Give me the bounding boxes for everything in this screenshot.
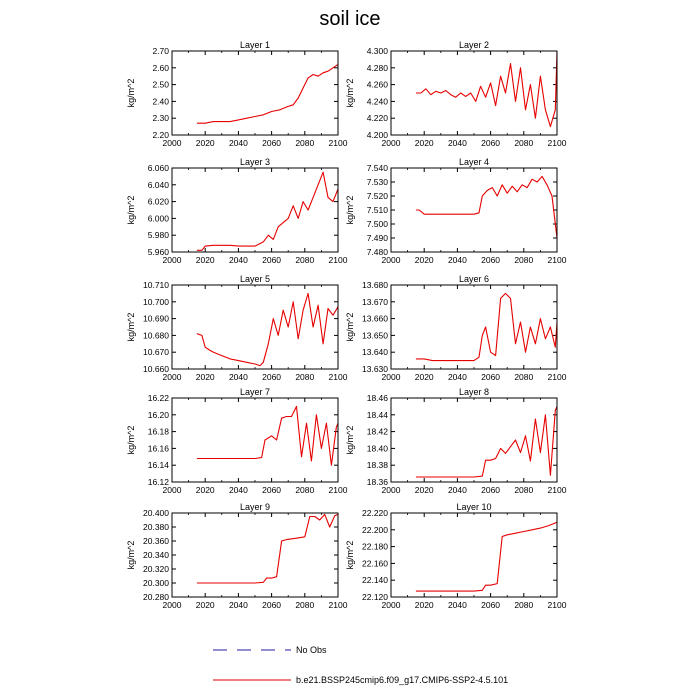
panel-10 (345, 502, 567, 610)
x-tick-label: 2040 (447, 372, 467, 382)
y-tick-label: 7.540 (366, 163, 388, 173)
x-tick-label: 2000 (162, 255, 182, 265)
series-line-1 (416, 522, 557, 591)
x-tick-label: 2080 (514, 138, 534, 148)
legend-label-1: No Obs (296, 645, 327, 655)
y-tick-label: 18.40 (366, 443, 388, 454)
series-line-1 (416, 176, 557, 238)
y-tick-label: 22.200 (362, 524, 388, 535)
x-tick-label: 2000 (381, 485, 401, 495)
y-axis-label: kg/m^2 (345, 78, 355, 108)
x-tick-label: 2000 (381, 372, 401, 382)
x-tick-label: 2020 (414, 138, 434, 148)
y-tick-label: 10.670 (143, 347, 169, 358)
plot-frame (172, 398, 338, 482)
y-tick-label: 16.22 (147, 393, 169, 403)
y-tick-label: 22.160 (362, 558, 388, 569)
y-tick-label: 7.510 (366, 205, 388, 215)
y-tick-label: 10.680 (143, 330, 169, 341)
y-tick-label: 10.710 (143, 280, 169, 290)
x-tick-label: 2020 (414, 600, 434, 610)
y-tick-label: 7.490 (366, 233, 388, 243)
panel-title: Layer 8 (458, 387, 490, 397)
x-tick-label: 2060 (481, 255, 501, 265)
x-tick-label: 2100 (328, 372, 348, 382)
y-axis-label: kg/m^2 (345, 425, 355, 455)
y-tick-label: 20.280 (143, 592, 169, 602)
y-tick-label: 20.300 (143, 578, 169, 588)
y-tick-label: 20.380 (143, 522, 169, 532)
series-line-1 (416, 406, 557, 477)
y-tick-label: 6.000 (147, 213, 169, 224)
panel-title: Layer 3 (239, 157, 271, 167)
x-tick-label: 2040 (447, 485, 467, 495)
x-tick-label: 2100 (328, 600, 348, 610)
y-tick-label: 7.520 (366, 191, 388, 201)
y-tick-label: 16.14 (147, 460, 169, 471)
y-tick-label: 4.260 (366, 79, 388, 90)
x-tick-label: 2020 (414, 372, 434, 382)
panel-5 (126, 274, 348, 382)
y-tick-label: 18.44 (366, 409, 388, 420)
y-tick-label: 22.140 (362, 575, 388, 586)
y-tick-label: 2.40 (152, 96, 169, 107)
y-axis-label: kg/m^2 (126, 540, 136, 570)
y-tick-label: 4.280 (366, 62, 388, 73)
y-tick-label: 20.360 (143, 536, 169, 546)
y-tick-label: 4.240 (366, 96, 388, 107)
y-tick-label: 13.650 (362, 330, 388, 341)
x-tick-label: 2100 (547, 485, 567, 495)
x-tick-label: 2000 (162, 138, 182, 148)
x-tick-label: 2100 (547, 600, 567, 610)
x-tick-label: 2060 (262, 138, 282, 148)
y-tick-label: 4.300 (366, 46, 388, 56)
x-tick-label: 2080 (295, 372, 315, 382)
x-tick-label: 2100 (328, 485, 348, 495)
y-tick-label: 6.060 (147, 163, 169, 173)
x-tick-label: 2080 (514, 600, 534, 610)
x-tick-label: 2040 (447, 255, 467, 265)
x-tick-label: 2080 (295, 255, 315, 265)
x-tick-label: 2000 (162, 600, 182, 610)
x-tick-label: 2060 (262, 600, 282, 610)
x-tick-label: 2080 (295, 485, 315, 495)
y-axis-label: kg/m^2 (126, 195, 136, 225)
y-axis-label: kg/m^2 (126, 312, 136, 342)
panel-title: Layer 4 (458, 157, 490, 167)
y-tick-label: 4.220 (366, 113, 388, 124)
x-tick-label: 2000 (162, 485, 182, 495)
y-axis-label: kg/m^2 (345, 195, 355, 225)
y-tick-label: 2.30 (152, 113, 169, 124)
y-tick-label: 6.040 (147, 179, 169, 190)
x-tick-label: 2060 (262, 372, 282, 382)
y-tick-label: 7.480 (366, 247, 388, 257)
y-tick-label: 2.70 (152, 46, 169, 56)
y-axis-label: kg/m^2 (345, 312, 355, 342)
y-tick-label: 16.16 (147, 443, 169, 454)
y-axis-label: kg/m^2 (345, 540, 355, 570)
legend (213, 645, 508, 685)
panel-title: Layer 9 (239, 502, 271, 512)
plot-frame (391, 285, 557, 369)
y-tick-label: 2.20 (152, 130, 169, 140)
panel-9 (126, 502, 348, 610)
x-tick-label: 2100 (328, 138, 348, 148)
y-tick-label: 4.200 (366, 130, 388, 140)
panel-title: Layer 6 (458, 274, 490, 284)
x-tick-label: 2060 (481, 485, 501, 495)
y-tick-label: 10.660 (143, 364, 169, 374)
plot-frame (172, 513, 338, 597)
x-tick-label: 2040 (228, 138, 248, 148)
y-tick-label: 20.320 (143, 564, 169, 574)
series-line-1 (197, 293, 338, 365)
x-tick-label: 2080 (514, 485, 534, 495)
y-tick-label: 16.18 (147, 426, 169, 437)
y-tick-label: 18.38 (366, 460, 388, 471)
x-tick-label: 2020 (195, 600, 215, 610)
plot-frame (391, 513, 557, 597)
y-tick-label: 10.700 (143, 296, 169, 307)
x-tick-label: 2100 (547, 255, 567, 265)
x-tick-label: 2060 (262, 485, 282, 495)
y-tick-label: 16.20 (147, 409, 169, 420)
panel-1 (126, 40, 348, 148)
y-tick-label: 6.020 (147, 196, 169, 207)
series-line-1 (416, 51, 557, 127)
y-tick-label: 5.980 (147, 230, 169, 241)
x-tick-label: 2040 (228, 255, 248, 265)
x-tick-label: 2020 (195, 372, 215, 382)
x-tick-label: 2020 (414, 255, 434, 265)
panel-title: Layer 10 (456, 502, 492, 512)
y-tick-label: 2.60 (152, 62, 169, 73)
x-tick-label: 2100 (547, 138, 567, 148)
figure-title: soil ice (319, 8, 381, 30)
x-tick-label: 2000 (381, 600, 401, 610)
y-tick-label: 18.36 (366, 477, 388, 487)
x-tick-label: 2020 (195, 485, 215, 495)
y-tick-label: 5.960 (147, 247, 169, 257)
x-tick-label: 2040 (228, 600, 248, 610)
panel-8 (345, 387, 567, 495)
y-tick-label: 20.400 (143, 508, 169, 518)
x-tick-label: 2080 (295, 600, 315, 610)
panel-2 (345, 40, 567, 148)
panel-3 (126, 157, 348, 265)
panel-title: Layer 5 (239, 274, 271, 284)
y-tick-label: 2.50 (152, 79, 169, 90)
x-tick-label: 2060 (481, 372, 501, 382)
x-tick-label: 2000 (381, 255, 401, 265)
y-tick-label: 22.220 (362, 508, 388, 518)
y-tick-label: 18.46 (366, 393, 388, 403)
x-tick-label: 2000 (162, 372, 182, 382)
plot-frame (172, 51, 338, 135)
x-tick-label: 2080 (295, 138, 315, 148)
plot-frame (172, 168, 338, 252)
panel-7 (126, 387, 348, 495)
x-tick-label: 2040 (228, 485, 248, 495)
x-tick-label: 2100 (328, 255, 348, 265)
x-tick-label: 2060 (262, 255, 282, 265)
x-tick-label: 2040 (447, 600, 467, 610)
y-tick-label: 13.670 (362, 296, 388, 307)
x-tick-label: 2080 (514, 372, 534, 382)
x-tick-label: 2100 (547, 372, 567, 382)
x-tick-label: 2060 (481, 138, 501, 148)
y-tick-label: 22.120 (362, 592, 388, 602)
series-line-1 (197, 64, 338, 123)
series-line-1 (416, 293, 557, 360)
series-line-1 (197, 514, 338, 583)
y-tick-label: 18.42 (366, 426, 388, 437)
y-tick-label: 13.660 (362, 313, 388, 324)
y-tick-label: 13.640 (362, 347, 388, 358)
panel-title: Layer 7 (239, 387, 271, 397)
x-tick-label: 2020 (195, 138, 215, 148)
plot-frame (391, 398, 557, 482)
series-line-1 (197, 406, 338, 465)
panel-6 (345, 274, 567, 382)
y-tick-label: 20.340 (143, 550, 169, 560)
x-tick-label: 2020 (195, 255, 215, 265)
y-tick-label: 7.530 (366, 177, 388, 187)
panel-4 (345, 157, 567, 265)
x-tick-label: 2040 (447, 138, 467, 148)
series-line-1 (197, 172, 338, 250)
y-tick-label: 16.12 (147, 477, 169, 487)
panel-title: Layer 2 (458, 40, 490, 50)
y-axis-label: kg/m^2 (126, 78, 136, 108)
y-tick-label: 22.180 (362, 541, 388, 552)
x-tick-label: 2000 (381, 138, 401, 148)
panel-title: Layer 1 (239, 40, 271, 50)
y-tick-label: 13.680 (362, 280, 388, 290)
x-tick-label: 2080 (514, 255, 534, 265)
y-tick-label: 7.500 (366, 219, 388, 229)
x-tick-label: 2020 (414, 485, 434, 495)
x-tick-label: 2040 (228, 372, 248, 382)
y-tick-label: 13.630 (362, 364, 388, 374)
legend-label-2: b.e21.BSSP245cmip6.f09_g17.CMIP6-SSP2-4.5.101 (296, 675, 509, 685)
x-tick-label: 2060 (481, 600, 501, 610)
y-axis-label: kg/m^2 (126, 425, 136, 455)
y-tick-label: 10.690 (143, 313, 169, 324)
